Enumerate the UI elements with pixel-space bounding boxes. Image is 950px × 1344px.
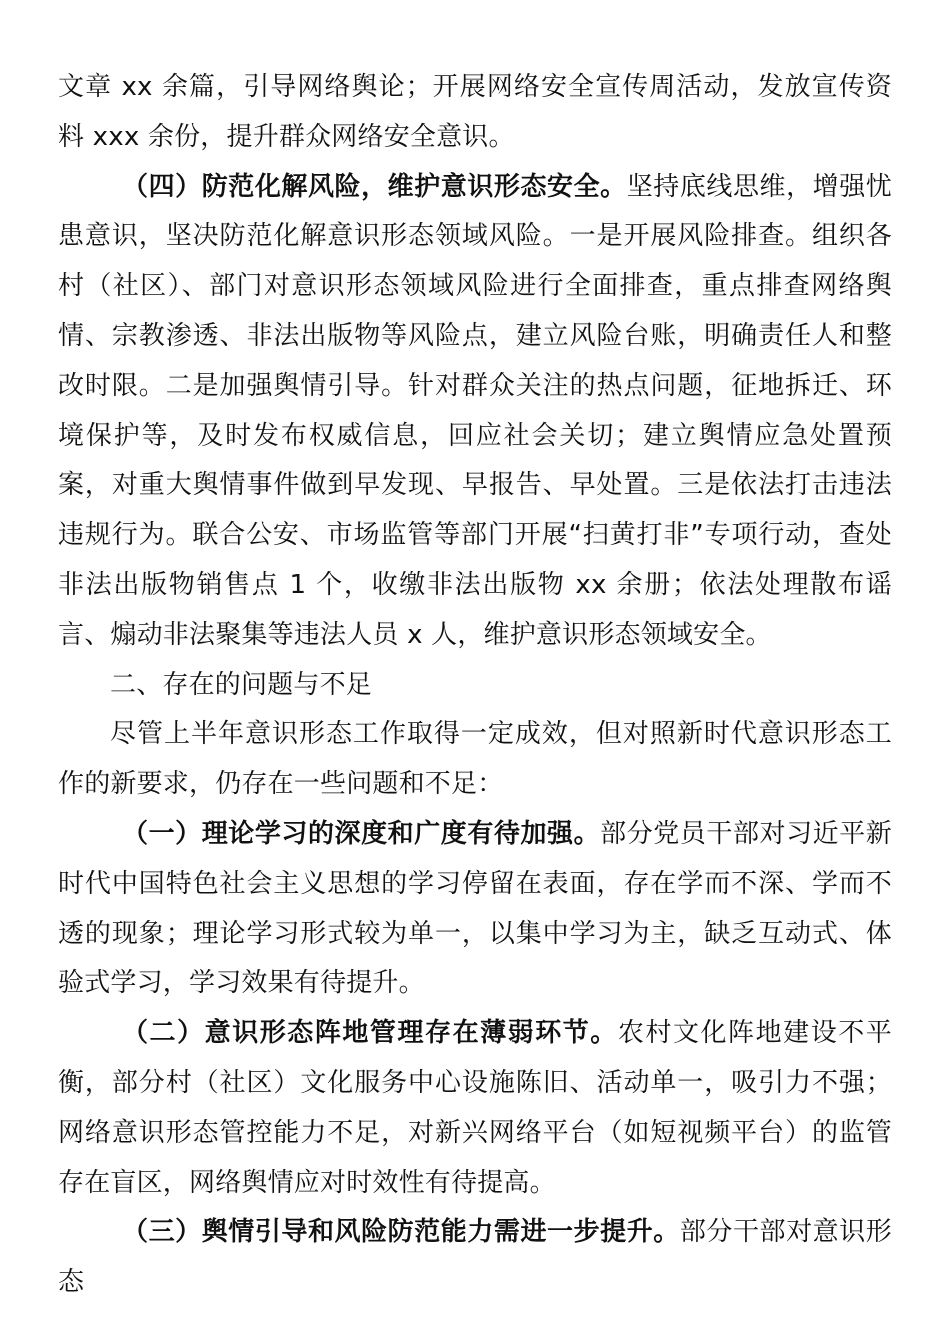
section-heading-text: 二、存在的问题与不足 <box>110 669 373 700</box>
paragraph-continuation <box>58 63 892 163</box>
paragraph-heading: （一）理论学习的深度和广度有待加强。 <box>122 818 601 849</box>
paragraph-text: 文章 xx 余篇，引导网络舆论；开展网络安全宣传周活动，发放宣传资料 xxx 余份，提升群众网络安全意识。 <box>58 72 892 152</box>
paragraph-heading: （四）防范化解风险，维护意识形态安全。 <box>122 171 627 202</box>
paragraph-public-opinion <box>58 1208 892 1308</box>
paragraph-text: 农村文化阵地建设不平衡，部分村（社区）文化服务中心设施陈旧、活动单一，吸引力不强；网络意识形态管控能力不足，对新兴网络平台（如短视频平台）的监管存在盲区，网络舆情应对时效性有待提高。 <box>58 1018 892 1198</box>
document-page <box>58 63 892 1308</box>
paragraph-position-management <box>58 1009 892 1208</box>
paragraph-text: 部分党员干部对习近平新时代中国特色社会主义思想的学习停留在表面，存在学而不深、学而不透的现象；理论学习形式较为单一，以集中学习为主，缺乏互动式、体验式学习，学习效果有待提升。 <box>58 818 892 999</box>
section-heading <box>58 661 892 711</box>
paragraph-text: 坚持底线思维，增强忧患意识，坚决防范化解意识形态领域风险。一是开展风险排查。组织各村（社区）、部门对意识形态领域风险进行全面排查，重点排查网络舆情、宗教渗透、非法出版物等风险点，建立风险台账，明确责任人和整改时限。二是加强舆情引导。针对群众关注的热点问题，征地拆迁、环境保护等，及时发布权威信息，回应社会关切；建立舆情应急处置预案，对重大舆情事件做到早发现、早报告、早处置。三是依法打击违法违规行为。联合公安、市场监管等部门开展“扫黄打非”专项行动，查处非法出版物销售点 1 个，收缴非法出版物 xx 余册；依法处理散布谣言、煽动非法聚集等违法人员 x 人，维护意识形态领域安全。 <box>58 171 892 650</box>
paragraph-theory-study <box>58 810 892 1009</box>
paragraph-heading: （二）意识形态阵地管理存在薄弱环节。 <box>122 1018 618 1049</box>
paragraph-risk-prevention <box>58 163 892 661</box>
paragraph-text: 部分干部对意识形态 <box>58 1217 892 1298</box>
paragraph-intro-problems <box>58 710 892 810</box>
paragraph-heading: （三）舆情引导和风险防范能力需进一步提升。 <box>122 1217 680 1248</box>
paragraph-text: 尽管上半年意识形态工作取得一定成效，但对照新时代意识形态工作的新要求，仍存在一些问题和不足： <box>58 719 892 800</box>
